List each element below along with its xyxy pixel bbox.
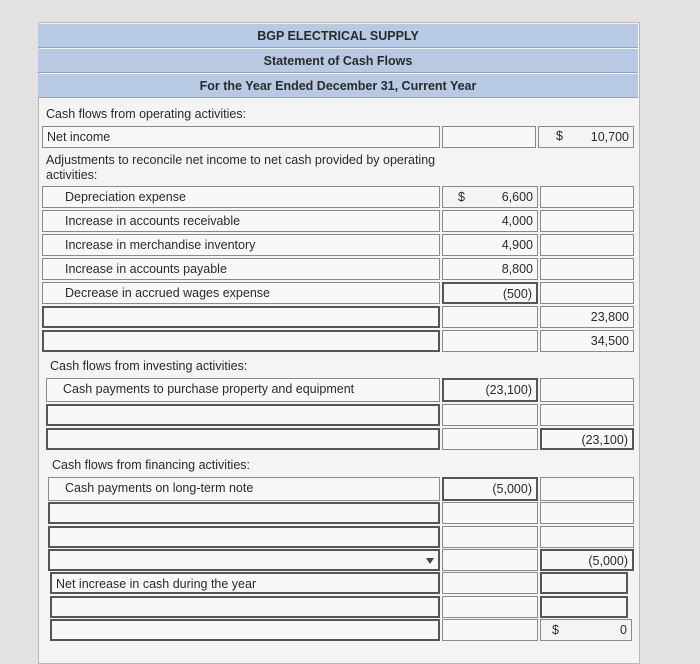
- financing-title: Cash flows from financing activities:: [52, 458, 250, 472]
- operating-blank-col2-2[interactable]: [442, 330, 538, 352]
- ending-cash-value[interactable]: 0: [540, 619, 632, 641]
- investing-total-col2[interactable]: [442, 428, 538, 450]
- ending-cash-currency: $: [552, 623, 559, 637]
- ar-value[interactable]: 4,000: [442, 210, 538, 232]
- ppe-label[interactable]: Cash payments to purchase property and equipment: [46, 378, 440, 402]
- operating-title: Cash flows from operating activities:: [46, 107, 247, 121]
- net-increase-col3[interactable]: [540, 572, 628, 594]
- chevron-down-icon: [426, 558, 434, 564]
- ap-label[interactable]: Increase in accounts payable: [42, 258, 440, 280]
- financing-blank-col3-1[interactable]: [540, 502, 634, 524]
- beginning-cash-col2[interactable]: [442, 596, 538, 618]
- net-income-label[interactable]: Net income: [42, 126, 440, 148]
- wages-label[interactable]: Decrease in accrued wages expense: [42, 282, 440, 304]
- adjustments-label: Adjustments to reconcile net income to net cash provided by operating activities:: [46, 153, 436, 182]
- ar-col3[interactable]: [540, 210, 634, 232]
- investing-blank-label[interactable]: [46, 404, 440, 426]
- operating-blank-col2-1[interactable]: [442, 306, 538, 328]
- investing-title: Cash flows from investing activities:: [50, 359, 248, 373]
- ppe-col3[interactable]: [540, 378, 634, 402]
- net-financing-cash[interactable]: (5,000): [540, 549, 634, 571]
- ending-cash-label[interactable]: [50, 619, 440, 641]
- net-income-value[interactable]: 10,700: [538, 126, 634, 148]
- net-increase-col2[interactable]: [442, 572, 538, 594]
- financing-blank-label-2[interactable]: [48, 526, 440, 548]
- beginning-cash-label[interactable]: [50, 596, 440, 618]
- inventory-label[interactable]: Increase in merchandise inventory: [42, 234, 440, 256]
- financing-blank-col3-2[interactable]: [540, 526, 634, 548]
- depreciation-label[interactable]: Depreciation expense: [42, 186, 440, 208]
- operating-blank-label-2[interactable]: [42, 330, 440, 352]
- note-label[interactable]: Cash payments on long-term note: [48, 477, 440, 501]
- ending-cash-col2[interactable]: [442, 619, 538, 641]
- financing-blank-col2-1[interactable]: [442, 502, 538, 524]
- inventory-col3[interactable]: [540, 234, 634, 256]
- company-title: BGP ELECTRICAL SUPPLY: [38, 24, 638, 48]
- net-income-col2[interactable]: [442, 126, 536, 148]
- financing-blank-label-1[interactable]: [48, 502, 440, 524]
- period-title: For the Year Ended December 31, Current Year: [38, 74, 638, 98]
- financing-blank-col2-2[interactable]: [442, 526, 538, 548]
- wages-col3[interactable]: [540, 282, 634, 304]
- depreciation-value[interactable]: 6,600: [442, 186, 538, 208]
- net-increase-label[interactable]: Net increase in cash during the year: [50, 572, 440, 594]
- depreciation-currency: $: [458, 190, 465, 204]
- depreciation-col3[interactable]: [540, 186, 634, 208]
- ar-label[interactable]: Increase in accounts receivable: [42, 210, 440, 232]
- net-operating-cash[interactable]: 34,500: [540, 330, 634, 352]
- investing-blank-col2[interactable]: [442, 404, 538, 426]
- financing-total-dropdown[interactable]: [48, 549, 440, 571]
- wages-value[interactable]: (500): [442, 282, 538, 304]
- total-adjustments[interactable]: 23,800: [540, 306, 634, 328]
- net-investing-cash[interactable]: (23,100): [540, 428, 634, 450]
- beginning-cash-col3[interactable]: [540, 596, 628, 618]
- investing-total-label[interactable]: [46, 428, 440, 450]
- note-col3[interactable]: [540, 477, 634, 501]
- ap-col3[interactable]: [540, 258, 634, 280]
- inventory-value[interactable]: 4,900: [442, 234, 538, 256]
- operating-blank-label-1[interactable]: [42, 306, 440, 328]
- statement-title: Statement of Cash Flows: [38, 49, 638, 73]
- note-value[interactable]: (5,000): [442, 477, 538, 501]
- ap-value[interactable]: 8,800: [442, 258, 538, 280]
- investing-blank-col3[interactable]: [540, 404, 634, 426]
- financing-total-col2[interactable]: [442, 549, 538, 571]
- ppe-value[interactable]: (23,100): [442, 378, 538, 402]
- net-income-currency: $: [556, 129, 563, 143]
